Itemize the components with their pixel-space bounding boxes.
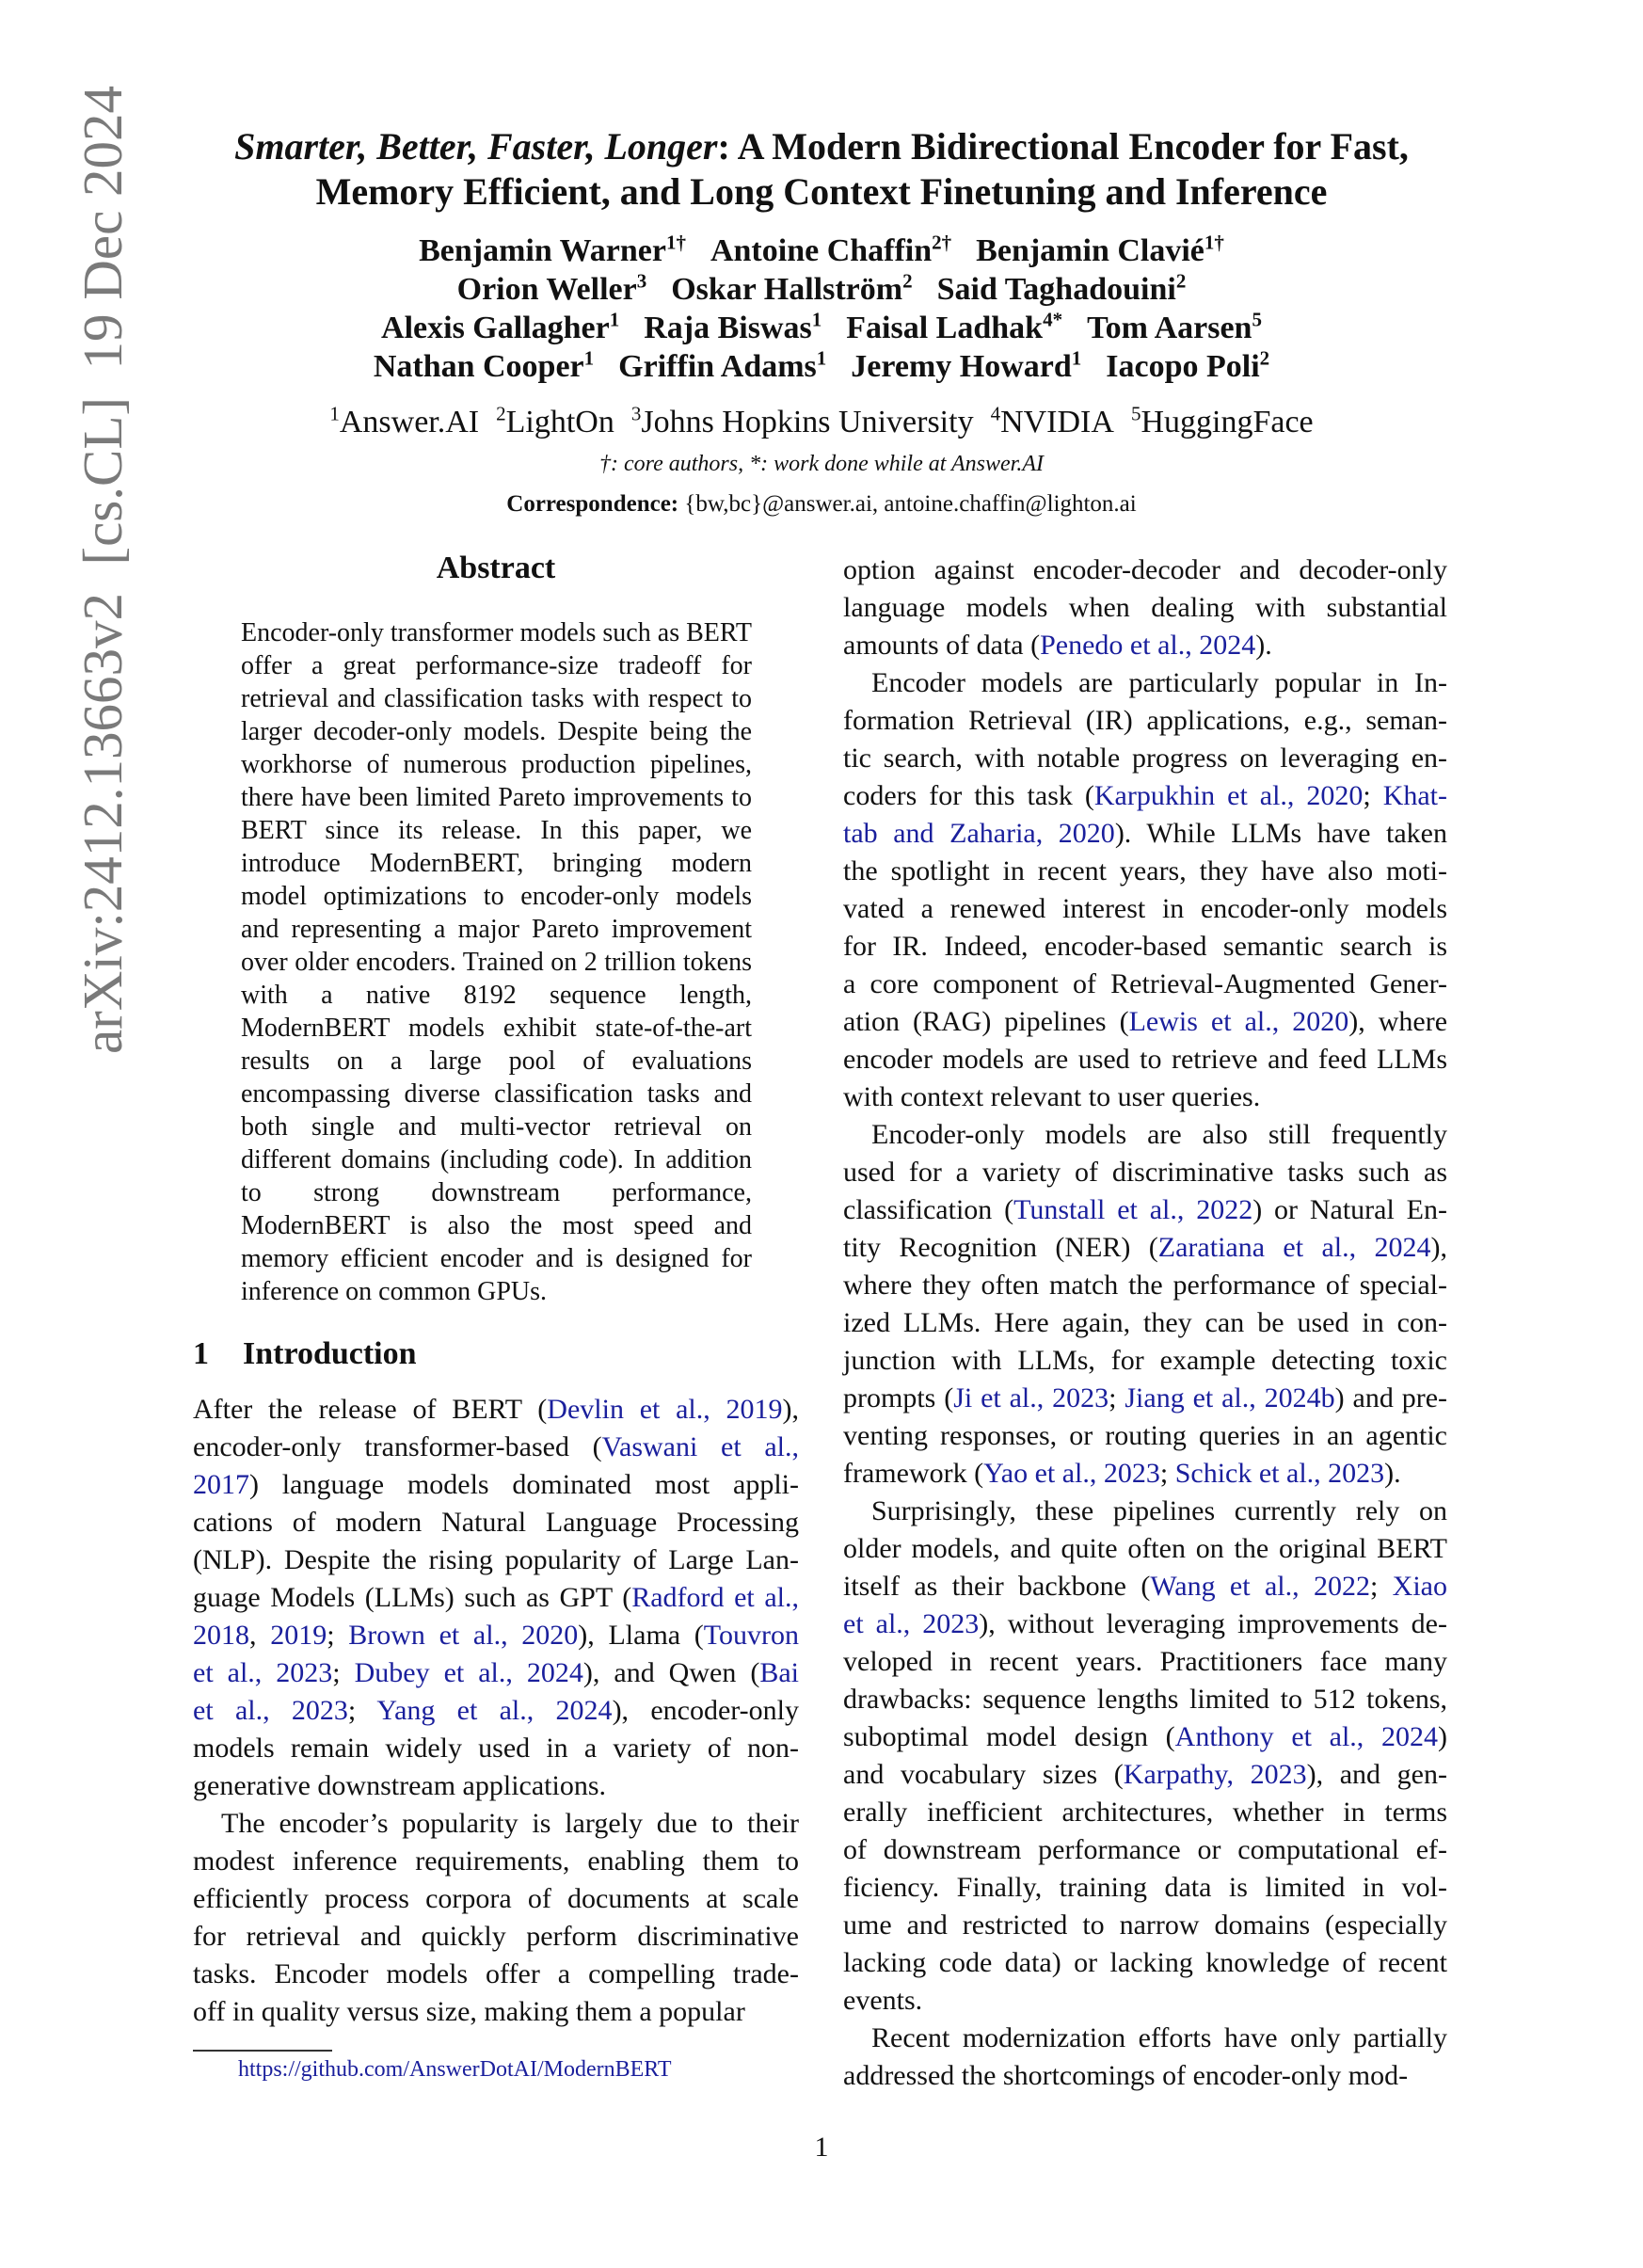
author-affiliation-mark: 1: [816, 346, 827, 370]
author-name: Antoine Chaffin: [710, 233, 933, 268]
affiliation-name: Johns Hopkins University: [641, 405, 974, 439]
text-line: for retrieval and quickly perform discriminative: [193, 1921, 799, 1952]
citation-link[interactable]: Radford et al.,: [631, 1582, 799, 1613]
text-line: tab and Zaharia, 2020). While LLMs have taken: [843, 818, 1447, 849]
author-name: Benjamin Warner: [419, 233, 666, 268]
page-number: 1: [814, 2132, 829, 2163]
text-line: the spotlight in recent years, they have also moti-: [843, 855, 1447, 886]
author-list: [141, 232, 1502, 386]
citation-link[interactable]: Khat-: [1382, 780, 1447, 811]
title-line2: Memory Efficient, and Long Context Finetuning and Inference: [315, 170, 1328, 213]
affiliation-name: NVIDIA: [1000, 405, 1114, 439]
text-line: venting responses, or routing queries in an agentic: [843, 1420, 1447, 1451]
text-line: with context relevant to user queries.: [843, 1081, 1261, 1112]
citation-link[interactable]: 2019: [270, 1620, 327, 1651]
affiliation-name: Answer.AI: [339, 405, 480, 439]
author-name: Raja Biswas: [644, 311, 812, 345]
affiliations: [141, 403, 1502, 442]
text-line: formation Retrieval (IR) applications, e.g., seman-: [843, 705, 1447, 736]
citation-link[interactable]: Lewis et al., 2020: [1128, 1006, 1349, 1037]
body-paragraph: [193, 1391, 799, 1805]
text-line: Encoder models are particularly popular in In-: [871, 667, 1447, 698]
author-affiliation-mark: 2†: [932, 231, 952, 254]
citation-link[interactable]: Schick et al., 2023: [1174, 1458, 1385, 1489]
affiliation-number: 5: [1130, 402, 1141, 425]
text-line: veloped in recent years. Practitioners face many: [843, 1646, 1447, 1677]
text-line: models remain widely used in a variety of non-: [193, 1733, 799, 1764]
text-line: for IR. Indeed, encoder-based semantic search is: [843, 931, 1447, 962]
paper-title: [141, 124, 1502, 215]
text-line: guage Models (LLMs) such as GPT (Radford et al.,: [193, 1582, 799, 1613]
author-affiliation-mark: 1: [811, 308, 822, 331]
text-line: 2017) language models dominated most appli-: [193, 1469, 799, 1500]
author-name: Alexis Gallagher: [381, 311, 610, 345]
affiliation-number: 2: [496, 402, 506, 425]
text-line: modest inference requirements, enabling them to: [193, 1845, 799, 1877]
affiliation-name: LightOn: [505, 405, 614, 439]
text-line: junction with LLMs, for example detecting toxic: [843, 1345, 1447, 1376]
citation-link[interactable]: Tunstall et al., 2022: [1013, 1194, 1253, 1225]
text-line: (NLP). Despite the rising popularity of Large Lan-: [193, 1544, 799, 1575]
author-row: [141, 270, 1502, 309]
citation-link[interactable]: Dubey et al., 2024: [354, 1657, 583, 1688]
author-name: Iacopo Poli: [1106, 349, 1260, 384]
text-line: et al., 2023; Yang et al., 2024), encoder-only: [193, 1695, 800, 1726]
citation-link[interactable]: Devlin et al., 2019: [547, 1394, 783, 1425]
text-line: efficiently process corpora of documents at scale: [193, 1883, 799, 1914]
citation-link[interactable]: et al., 2023: [193, 1657, 333, 1688]
title-italic: Smarter, Better, Faster, Longer: [234, 125, 718, 168]
citation-link[interactable]: Brown et al., 2020: [348, 1620, 579, 1651]
citation-link[interactable]: Ji et al., 2023: [953, 1382, 1109, 1414]
text-line: ficiency. Finally, training data is limited in vol-: [843, 1872, 1447, 1903]
author-name: Oskar Hallström: [671, 272, 903, 307]
text-line: events.: [843, 1985, 923, 2016]
author-affiliation-mark: 1: [583, 346, 595, 370]
text-line: et al., 2023), without leveraging improvements de-: [843, 1608, 1447, 1639]
citation-link[interactable]: Karpathy, 2023: [1123, 1759, 1307, 1790]
text-line: amounts of data (Penedo et al., 2024).: [843, 630, 1272, 661]
text-line: lacking code data) or lacking knowledge of recent: [843, 1947, 1447, 1978]
author-name: Tom Aarsen: [1087, 311, 1252, 345]
section-title: Introduction: [243, 1336, 417, 1371]
text-line: drawbacks: sequence lengths limited to 512 tokens,: [843, 1684, 1447, 1715]
author-name: Orion Weller: [456, 272, 637, 307]
body-paragraph: [843, 664, 1447, 1116]
text-line: tity Recognition (NER) (Zaratiana et al., 2024),: [843, 1232, 1447, 1263]
text-line: tic search, with notable progress on leveraging en-: [843, 743, 1447, 774]
text-line: suboptimal model design (Anthony et al., 2024): [843, 1721, 1447, 1752]
text-line: classification (Tunstall et al., 2022) or Natural En-: [843, 1194, 1447, 1225]
author-name: Said Taghadouini: [936, 272, 1176, 307]
text-line: prompts (Ji et al., 2023; Jiang et al., 2024b) and pre-: [843, 1382, 1447, 1414]
body-paragraph: [843, 2020, 1447, 2095]
author-affiliation-mark: 3: [636, 269, 647, 293]
author-affiliation-mark: 1†: [665, 231, 686, 254]
author-affiliation-mark: 2: [902, 269, 913, 293]
author-name: Jeremy Howard: [851, 349, 1072, 384]
author-affiliation-mark: 1: [609, 308, 620, 331]
affiliation-name: HuggingFace: [1141, 405, 1314, 439]
body-paragraph: [843, 1493, 1447, 2020]
citation-link[interactable]: tab and Zaharia, 2020: [843, 818, 1115, 849]
citation-link[interactable]: Touvron: [703, 1620, 800, 1651]
author-affiliation-mark: 1: [1071, 346, 1082, 370]
author-name: Faisal Ladhak: [846, 311, 1044, 345]
text-line: After the release of BERT (Devlin et al., 2019),: [193, 1394, 800, 1425]
text-line: a core component of Retrieval-Augmented Gener-: [843, 968, 1447, 999]
affiliation-number: 4: [990, 402, 1001, 425]
author-note: †: core authors, *: work done while at Answer.AI: [599, 452, 1044, 476]
author-affiliation-mark: 5: [1252, 308, 1262, 331]
text-line: and vocabulary sizes (Karpathy, 2023), and gen-: [843, 1759, 1447, 1790]
text-line: older models, and quite often on the original BERT: [843, 1533, 1447, 1564]
abstract-heading: Abstract: [436, 551, 556, 585]
text-line: Surprisingly, these pipelines currently rely on: [871, 1495, 1447, 1526]
text-line: ume and restricted to narrow domains (especially: [843, 1909, 1447, 1941]
text-line: Recent modernization efforts have only partially: [871, 2022, 1447, 2053]
citation-link[interactable]: Wang et al., 2022: [1150, 1571, 1370, 1602]
text-line: vated a renewed interest in encoder-only models: [843, 893, 1447, 924]
text-line: cations of modern Natural Language Processing: [193, 1507, 799, 1538]
section-heading: [193, 1336, 417, 1372]
affiliation-number: 3: [630, 402, 642, 425]
citation-link[interactable]: Zaratiana et al., 2024: [1157, 1232, 1431, 1263]
text-line: framework (Yao et al., 2023; Schick et al., 2023).: [843, 1458, 1401, 1489]
body-paragraph: [193, 1805, 799, 2031]
citation-link[interactable]: 2018: [193, 1620, 249, 1651]
author-row: [141, 347, 1502, 386]
citation-link[interactable]: et al., 2023: [193, 1695, 348, 1726]
author-row: [141, 309, 1502, 347]
citation-link[interactable]: Penedo et al., 2024: [1040, 630, 1256, 661]
text-line: off in quality versus size, making them a popular: [193, 1996, 745, 2027]
text-line: where they often match the performance of special-: [843, 1270, 1447, 1301]
correspondence: [141, 491, 1502, 518]
text-line: encoder models are used to retrieve and feed LLMs: [843, 1044, 1447, 1075]
author-row: [141, 232, 1502, 270]
text-line: coders for this task (Karpukhin et al., 2020; Khat-: [843, 780, 1447, 811]
text-line: 2018, 2019; Brown et al., 2020), Llama (Touvron: [193, 1620, 800, 1651]
citation-link[interactable]: Xiao: [1392, 1571, 1447, 1602]
footnote-link[interactable]: https://github.com/AnswerDotAI/ModernBERT: [238, 2057, 672, 2082]
citation-link[interactable]: Yang et al., 2024: [376, 1695, 613, 1726]
text-line: erally inefficient architectures, whether in terms: [843, 1797, 1447, 1828]
body-paragraph: [843, 1116, 1447, 1493]
section-number: 1: [193, 1336, 209, 1371]
citation-link[interactable]: 2017: [193, 1469, 249, 1500]
author-affiliation-mark: 1†: [1204, 231, 1224, 254]
author-name: Griffin Adams: [618, 349, 817, 384]
text-line: Encoder-only models are also still frequently: [871, 1119, 1447, 1150]
author-affiliation-mark: 2: [1259, 346, 1270, 370]
citation-link[interactable]: et al., 2023: [843, 1608, 980, 1639]
text-line: et al., 2023; Dubey et al., 2024), and Qwen (Bai: [193, 1657, 799, 1688]
right-column-body: [843, 551, 1447, 2095]
text-line: generative downstream applications.: [193, 1770, 607, 1801]
author-name: Benjamin Clavié: [976, 233, 1204, 268]
left-column-body: [193, 1391, 799, 2031]
author-name: Nathan Cooper: [373, 349, 584, 384]
text-line: itself as their backbone (Wang et al., 2022; Xiao: [843, 1571, 1447, 1602]
text-line: used for a variety of discriminative tasks such as: [843, 1157, 1447, 1188]
text-line: addressed the shortcomings of encoder-only mod-: [843, 2060, 1409, 2091]
body-paragraph: [843, 551, 1447, 664]
text-line: ation (RAG) pipelines (Lewis et al., 2020), where: [843, 1006, 1448, 1037]
citation-link[interactable]: Karpukhin et al., 2020: [1093, 780, 1364, 811]
text-line: tasks. Encoder models offer a compelling trade-: [193, 1958, 799, 1989]
text-line: encoder-only transformer-based (Vaswani et al.,: [193, 1431, 799, 1462]
author-affiliation-mark: 2: [1175, 269, 1187, 293]
citation-link[interactable]: Vaswani et al.,: [601, 1431, 799, 1462]
text-line: of downstream performance or computational ef-: [843, 1834, 1447, 1865]
text-line: The encoder’s popularity is largely due to their: [221, 1808, 799, 1839]
affiliation-number: 1: [329, 402, 340, 425]
abstract-text: Encoder-only transformer models such as BERT offer a great performance-size tradeoff for retrieval and classification tasks with respect to larger decoder-only models. Despite being the workhorse of numerous production pipelines, there have been limited Pareto improvements to BERT since its release. In this paper, we introduce ModernBERT, bringing modern model optimizations to encoder-only models and representing a major Pareto improvement over older encoders. Trained on 2 trillion tokens with a native 8192 sequence length, ModernBERT models exhibit state-of-the-art results on a large pool of evaluations encompassing diverse classification tasks and both single and multi-vector retrieval on different domains (including code). In addition to strong downstream performance, ModernBERT is also the most speed and memory efficient encoder and is designed for inference on common GPUs.: [241, 618, 752, 1306]
citation-link[interactable]: Anthony et al., 2024: [1174, 1721, 1438, 1752]
text-line: language models when dealing with substantial: [843, 592, 1447, 623]
title-line1-rest: : A Modern Bidirectional Encoder for Fast,: [717, 125, 1409, 168]
text-line: ized LLMs. Here again, they can be used in con-: [843, 1307, 1447, 1338]
text-line: option against encoder-decoder and decoder-only: [843, 554, 1447, 585]
citation-link[interactable]: Jiang et al., 2024b: [1125, 1382, 1335, 1414]
citation-link[interactable]: Yao et al., 2023: [983, 1458, 1160, 1489]
author-affiliation-mark: 4*: [1043, 308, 1063, 331]
arxiv-identifier: arXiv:2412.13663v2 [cs.CL] 19 Dec 2024: [72, 85, 134, 1054]
citation-link[interactable]: Bai: [759, 1657, 799, 1688]
correspondence-emails: {bw,bc}@answer.ai, antoine.chaffin@lighton.ai: [684, 491, 1137, 517]
correspondence-label: Correspondence:: [506, 491, 679, 517]
footnote-rule: [193, 2050, 332, 2052]
